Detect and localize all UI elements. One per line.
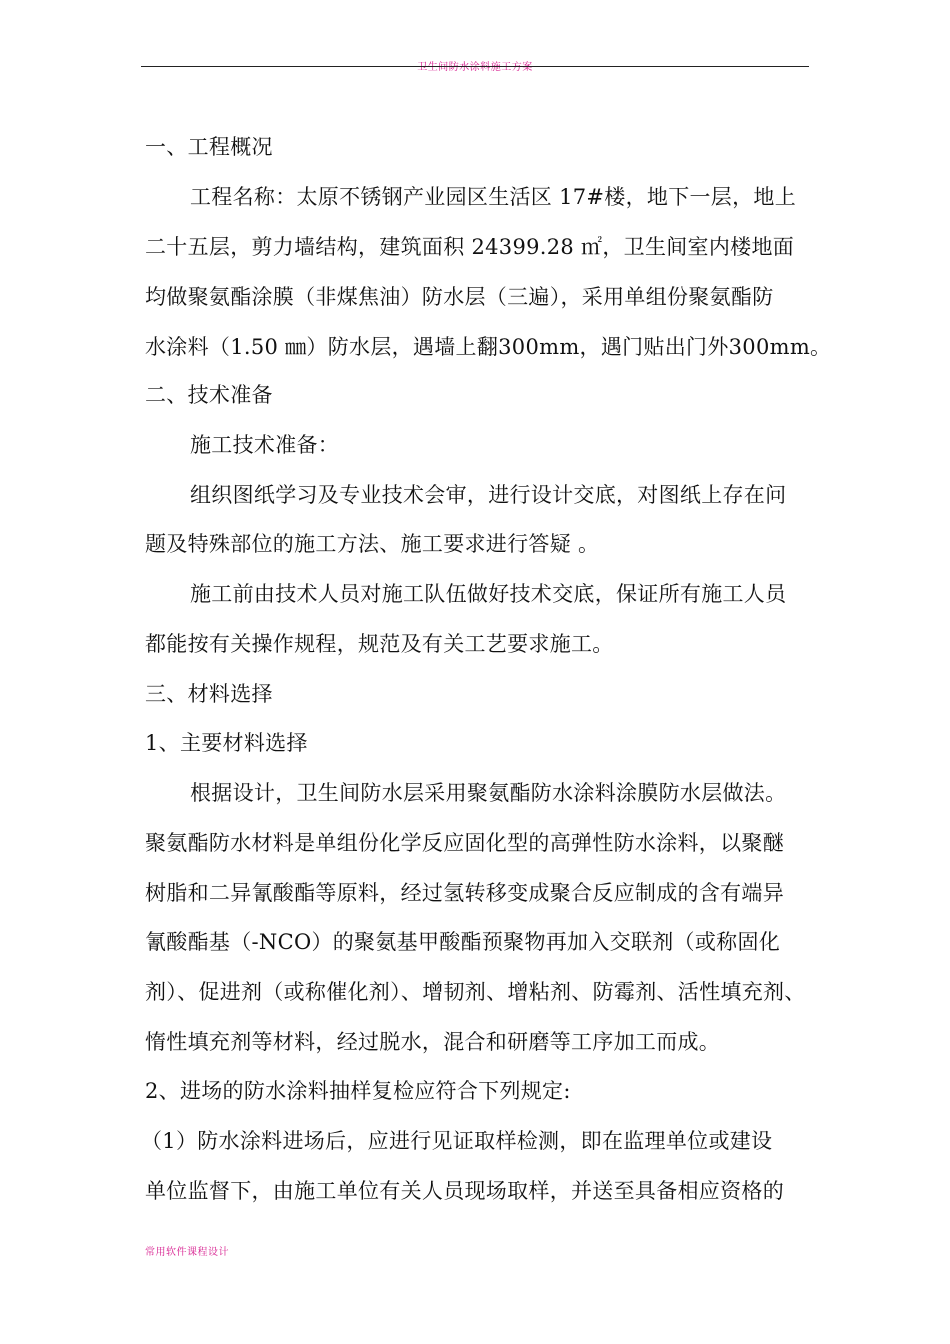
list-item-line: 单位监督下，由施工单位有关人员现场取样，并送至具备相应资格的	[145, 1179, 784, 1203]
page-header-title: 卫生间防水涂料施工方案	[417, 62, 533, 73]
subheading-main-materials: 1、主要材料选择	[145, 731, 308, 755]
subheading-sampling-rules: 2、进场的防水涂料抽样复检应符合下列规定:	[145, 1079, 571, 1103]
paragraph-line: 二十五层，剪力墙结构，建筑面积 24399.28 ㎡，卫生间室内楼地面	[145, 235, 795, 259]
paragraph-line: 惰性填充剂等材料，经过脱水，混合和研磨等工序加工而成。	[145, 1030, 721, 1054]
paragraph-line: 工程名称：太原不锈钢产业园区生活区 17#楼，地下一层，地上	[190, 185, 796, 209]
paragraph-line: 氰酸酯基（-NCO）的聚氨基甲酸酯预聚物再加入交联剂（或称固化	[145, 930, 781, 954]
list-item-line: （1）防水涂料进场后，应进行见证取样检测，即在监理单位或建设	[141, 1129, 773, 1153]
subheading-technical-prep: 施工技术准备：	[190, 433, 340, 457]
paragraph-line: 剂）、促进剂（或称催化剂）、增韧剂、增粘剂、防霉剂、活性填充剂、	[145, 980, 806, 1004]
paragraph-line: 树脂和二异氰酸酯等原料，经过氢转移变成聚合反应制成的含有端异	[145, 881, 784, 905]
section-heading-materials: 三、材料选择	[145, 682, 273, 706]
paragraph-line: 组织图纸学习及专业技术会审，进行设计交底，对图纸上存在问	[190, 483, 787, 507]
paragraph-line: 题及特殊部位的施工方法、施工要求进行答疑 。	[145, 532, 600, 556]
paragraph-line: 都能按有关操作规程，规范及有关工艺要求施工。	[145, 632, 614, 656]
paragraph-line: 均做聚氨酯涂膜（非煤焦油）防水层（三遍），采用单组份聚氨酯防	[145, 285, 774, 309]
paragraph-line: 施工前由技术人员对施工队伍做好技术交底，保证所有施工人员	[190, 582, 787, 606]
page-footer-text: 常用软件课程设计	[145, 1247, 229, 1258]
header-rule	[141, 66, 809, 67]
paragraph-line: 聚氨酯防水材料是单组份化学反应固化型的高弹性防水涂料，以聚醚	[145, 831, 784, 855]
paragraph-line: 根据设计，卫生间防水层采用聚氨酯防水涂料涂膜防水层做法。	[190, 781, 787, 805]
section-heading-technical: 二、技术准备	[145, 383, 273, 407]
section-heading-overview: 一、工程概况	[145, 135, 273, 159]
paragraph-line: 水涂料（1.50 ㎜）防水层，遇墙上翻300mm，遇门贴出门外300mm。	[145, 335, 832, 359]
